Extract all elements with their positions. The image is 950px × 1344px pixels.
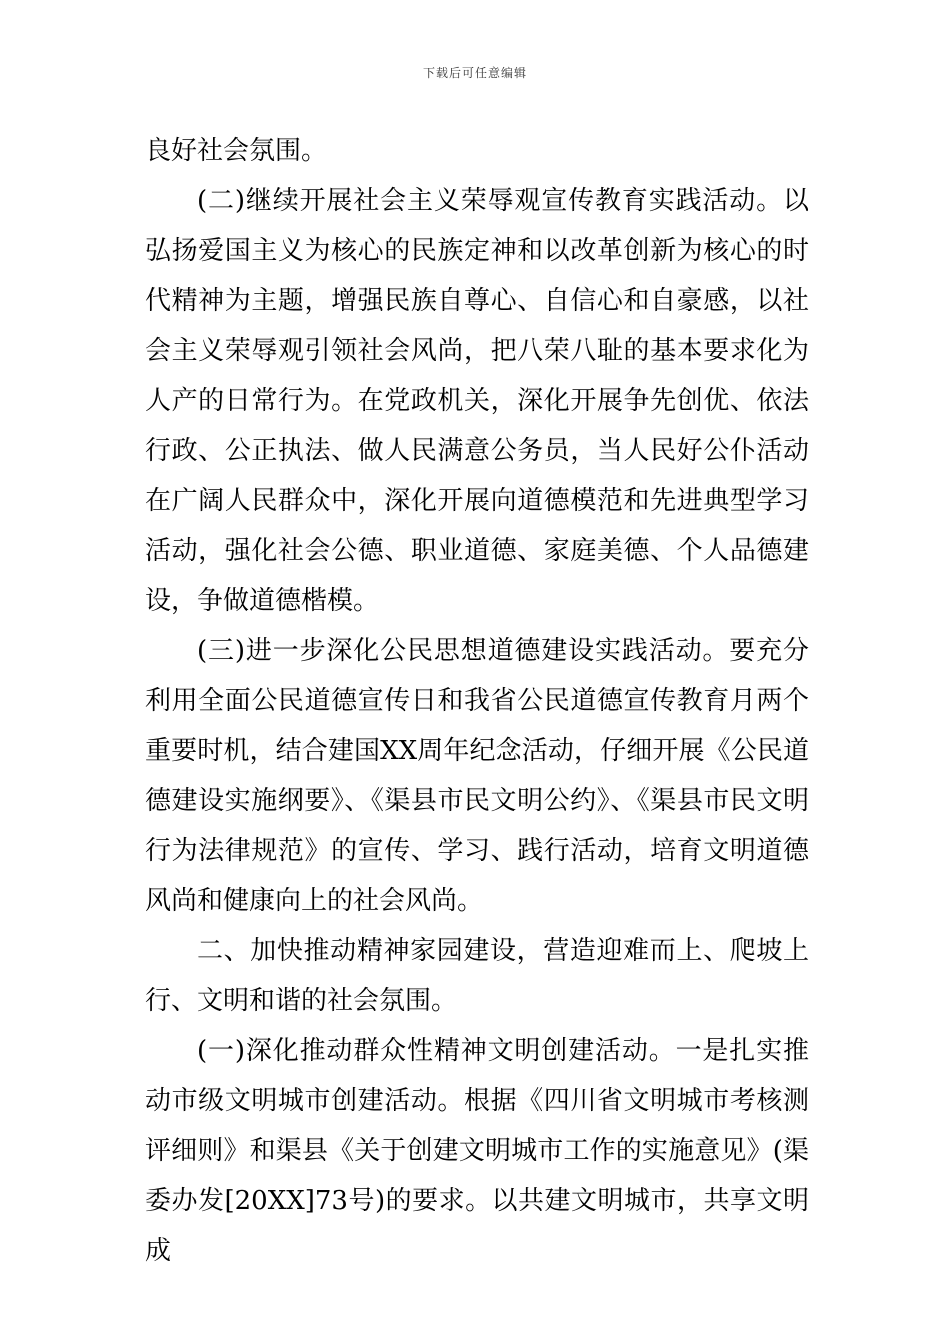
paragraph-heading-2: 二、加快推动精神家园建设，营造迎难而上、爬坡上行、文明和谐的社会氛围。 bbox=[145, 936, 809, 1016]
paragraph-section-2-3: (三)进一步深化公民思想道德建设实践活动。要充分利用全面公民道德宣传日和我省公民道德宣传教育月两个重要时机，结合建国XX周年纪念活动，仔细开展《公民道德建设实施纲要》、《渠县市民文明公约》、《渠县市民文明行为法律规范》的宣传、学习、践行活动，培育文明道德风尚和健康向上的社会风尚。 bbox=[145, 636, 809, 916]
header-note: 下载后可任意编辑 bbox=[422, 66, 527, 80]
paragraph-continuation: 良好社会氛围。 bbox=[145, 136, 328, 166]
paragraph-section-2-2: (二)继续开展社会主义荣辱观宣传教育实践活动。以弘扬爱国主义为核心的民族定神和以改革创新为核心的时代精神为主题，增强民族自尊心、自信心和自豪感，以社会主义荣辱观引领社会风尚，把八荣八耻的基本要求化为人产的日常行为。在党政机关，深化开展争先创优、依法行政、公正执法、做人民满意公务员，当人民好公仆活动在广阔人民群众中，深化开展向道德模范和先进典型学习活动，强化社会公德、职业道德、家庭美德、个人品德建设，争做道德楷模。 bbox=[145, 186, 809, 616]
document-body bbox=[145, 126, 809, 1276]
paragraph-section-2-1: (一)深化推动群众性精神文明创建活动。一是扎实推动市级文明城市创建活动。根据《四川省文明城市考核测评细则》和渠县《关于创建文明城市工作的实施意见》(渠委办发[20XX]73号)的要求。以共建文明城市，共享文明成 bbox=[145, 1036, 809, 1266]
